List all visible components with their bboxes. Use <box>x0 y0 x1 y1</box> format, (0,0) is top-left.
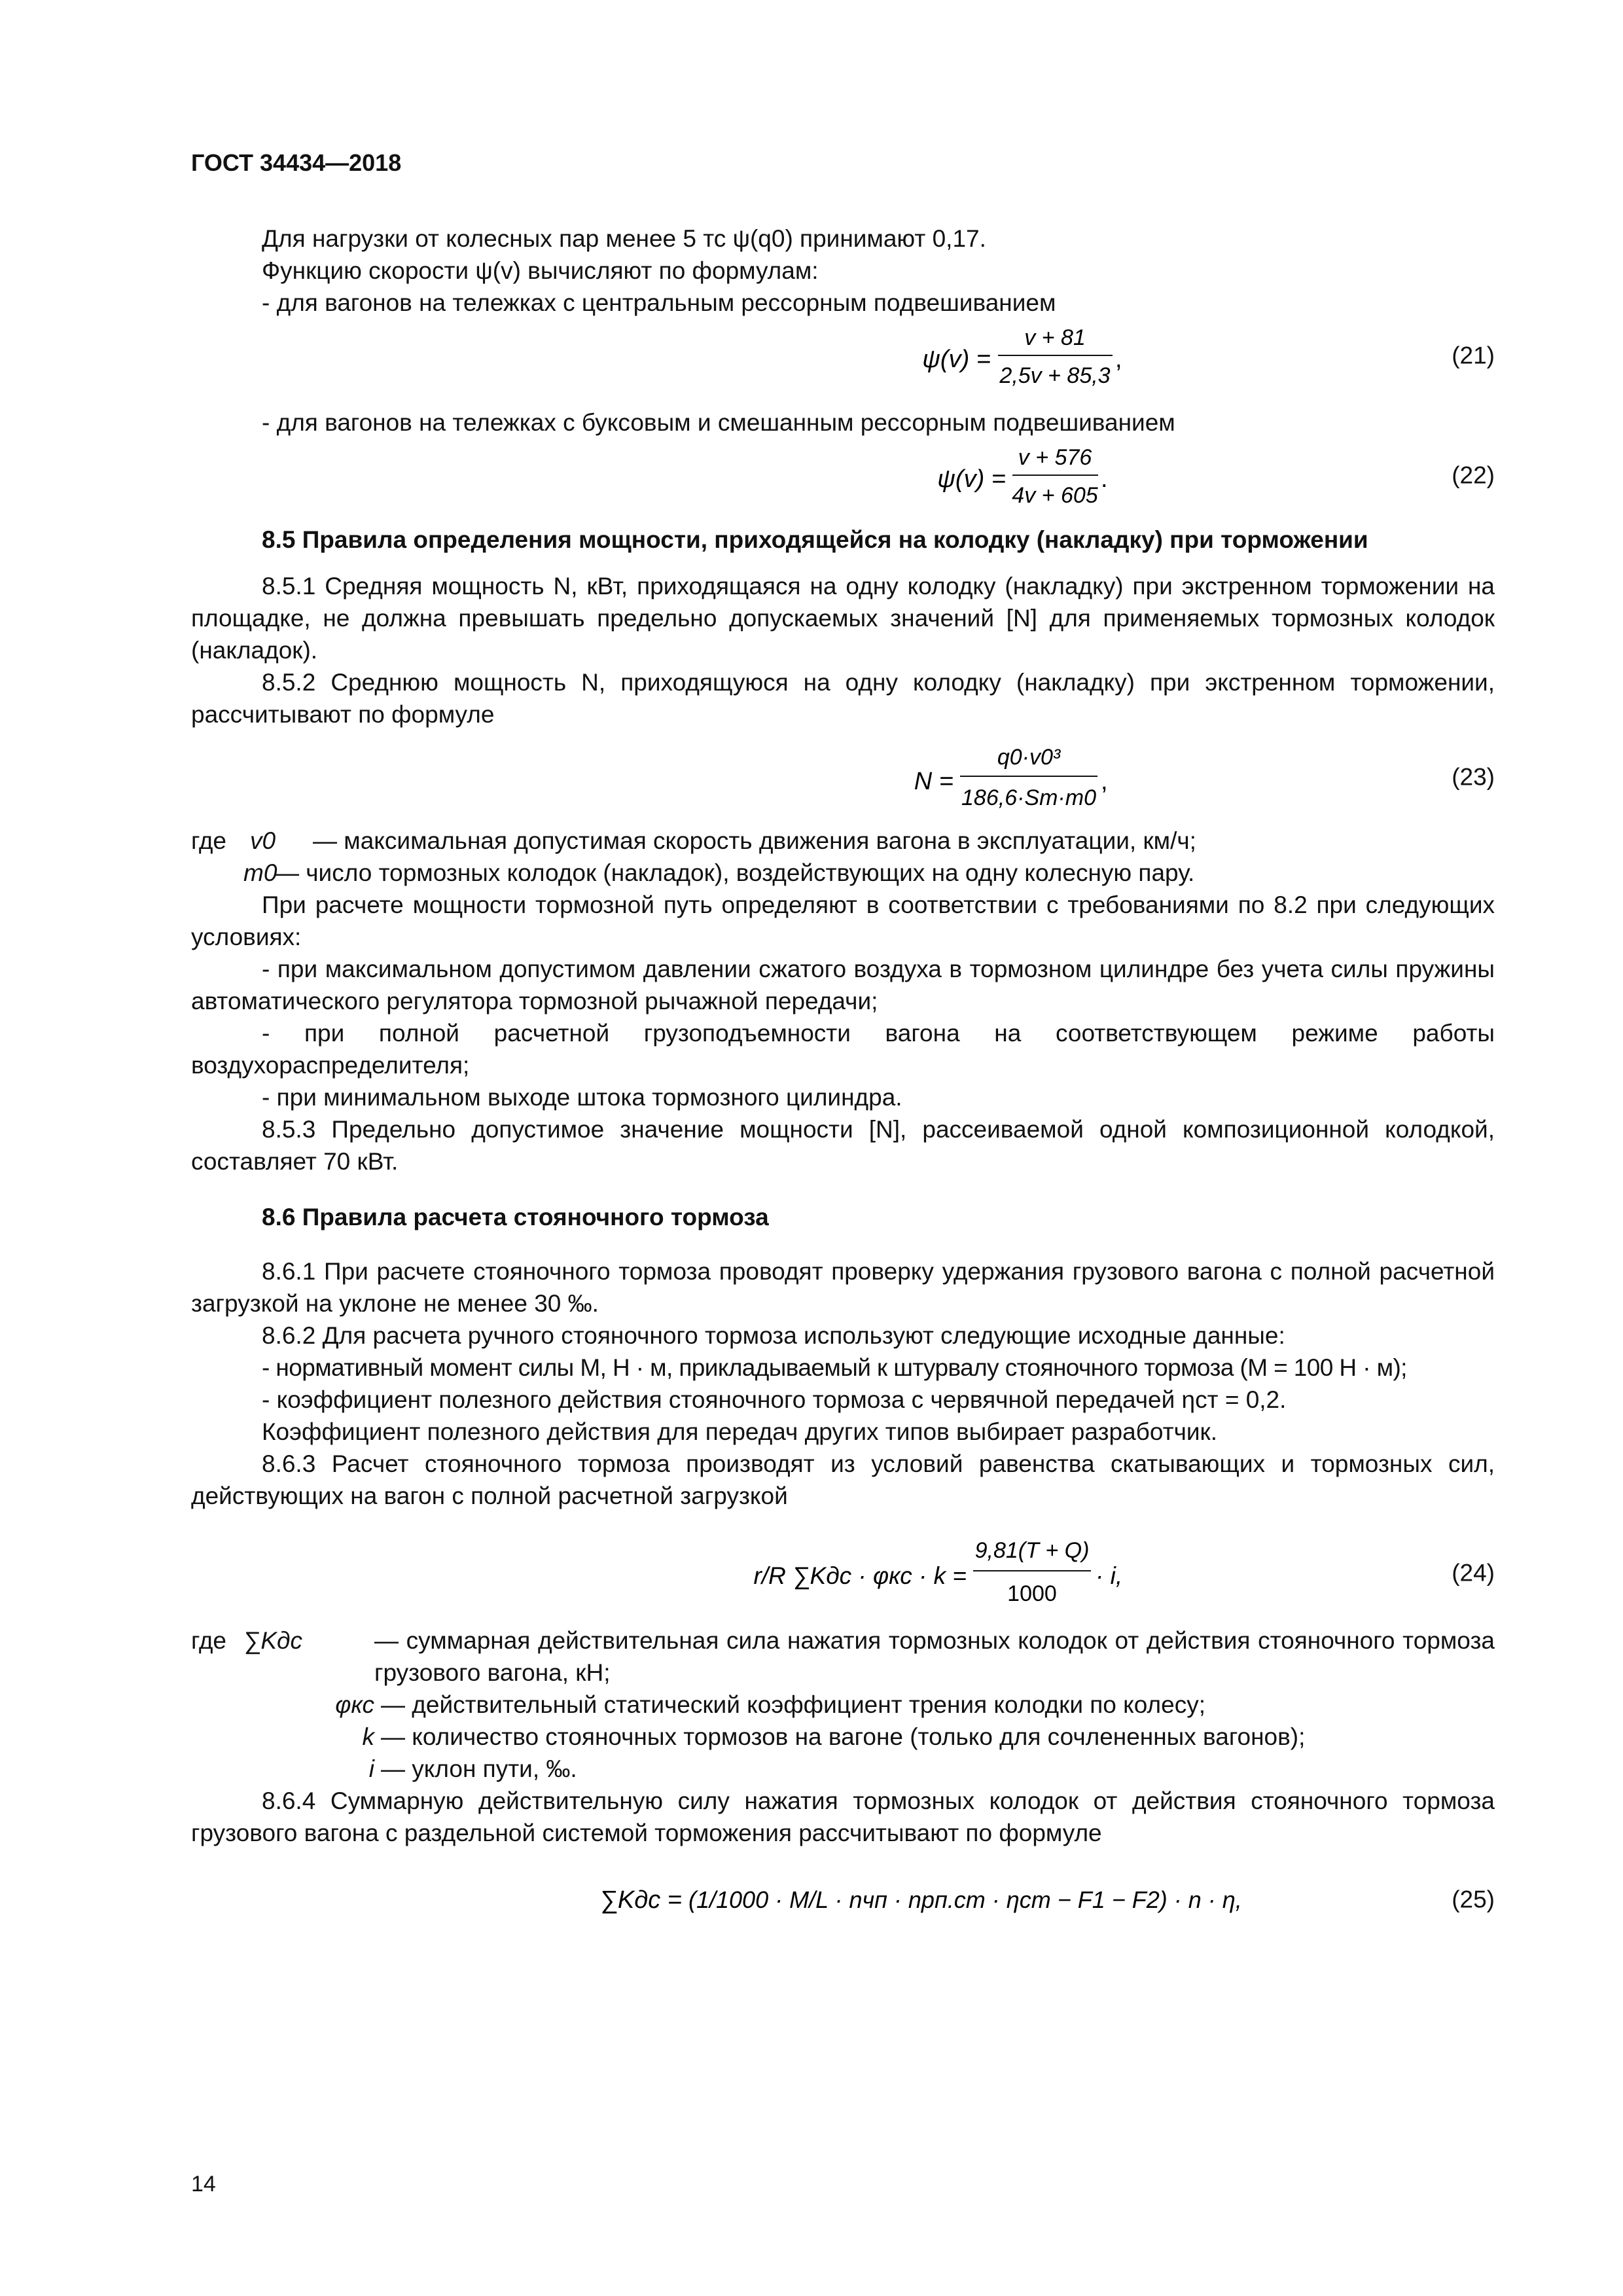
where-k <box>191 1721 1495 1753</box>
page-content <box>191 223 1495 1942</box>
page-number: 14 <box>191 2172 216 2197</box>
section-8-6-1: 8.6.1 При расчете стояночного тормоза проводят проверку удержания грузового вагона с полной расчетной загрузкой на уклоне не менее 30 ‰. <box>191 1258 1495 1317</box>
section-8-5-1: 8.5.1 Средняя мощность N, кВт, приходящаяся на одну колодку (накладку) при экстренном торможении на площадке, не должна превышать предельно допускаемых значений [N] для применяемых тормозных колодок (накладок). <box>191 573 1495 664</box>
intro-line-4: - для вагонов на тележках с буксовым и смешанным рессорным подвешиванием <box>262 409 1175 436</box>
formula-21 <box>191 319 1495 392</box>
where-k-symbol: k <box>362 1723 374 1750</box>
where-sum-kds-symbol: ∑Kдс <box>243 1627 303 1654</box>
formula-24-expression <box>191 1528 1495 1618</box>
where-v0-symbol: v0 <box>250 827 276 854</box>
formula-22-denominator: 4v + 605 <box>1012 483 1098 508</box>
intro-line-2: Функцию скорости ψ(v) вычисляют по формулам: <box>262 257 819 284</box>
formula-23-expression <box>191 734 1495 819</box>
where-i-symbol: i <box>368 1755 374 1782</box>
formula-21-numerator: v + 81 <box>1024 325 1086 350</box>
where-v0-text: — максимальная допустимая скорость движения вагона в эксплуатации, км/ч; <box>313 827 1196 854</box>
formula-21-denominator: 2,5v + 85,3 <box>999 363 1111 388</box>
where-sum-kds <box>191 1624 1495 1689</box>
intro-line-3: - для вагонов на тележках с центральным рессорным подвешиванием <box>262 289 1056 316</box>
formula-23-tail: , <box>1101 768 1108 795</box>
document-header: ГОСТ 34434—2018 <box>191 149 402 176</box>
formula-22-tail: . <box>1101 465 1108 493</box>
condition-1: - при максимальном допустимом давлении сжатого воздуха в тормозном цилиндре без учета силы пружины автоматического регулятора тормозной рычажной передачи; <box>191 956 1495 1014</box>
section-8-5-2: 8.5.2 Среднюю мощность N, приходящуюся на одну колодку (накладку) при экстренном торможении, рассчитывают по формуле <box>191 669 1495 728</box>
formula-23-number: (23) <box>1452 763 1495 791</box>
section-8-5-conditions-intro: При расчете мощности тормозной путь определяют в соответствии с требованиями по 8.2 при следующих условиях: <box>191 891 1495 950</box>
formula-24 <box>191 1528 1495 1618</box>
where-v0 <box>191 825 1495 857</box>
condition-2: - при полной расчетной грузоподъемности вагона на соответствующем режиме работы воздухораспределителя; <box>191 1020 1495 1079</box>
intro-line-1: Для нагрузки от колесных пар менее 5 тс ψ(q0) принимают 0,17. <box>262 225 986 252</box>
formula-25-expression <box>191 1857 1495 1942</box>
where-word-2: где <box>191 1627 227 1654</box>
initial-data-1: - нормативный момент силы M, Н · м, прикладываемый к штурвалу стояночного тормоза (M = 100 Н · м); <box>262 1354 1407 1381</box>
formula-23-numerator: q0·v0³ <box>997 745 1061 770</box>
formula-23 <box>191 734 1495 819</box>
formula-22-expression <box>191 439 1495 512</box>
formula-21-tail: , <box>1115 346 1122 373</box>
formula-23-lhs: N = <box>914 768 954 795</box>
formula-24-lhs: r/R ∑Kдс · φкс · k = <box>753 1562 967 1589</box>
formula-21-lhs: ψ(v) = <box>922 346 991 373</box>
condition-3: - при минимальном выходе штока тормозного цилиндра. <box>262 1084 902 1111</box>
section-8-5-3: 8.5.3 Предельно допустимое значение мощности [N], рассеиваемой одной композиционной колодкой, составляет 70 кВт. <box>191 1116 1495 1175</box>
formula-25-number: (25) <box>1452 1886 1495 1913</box>
formula-25-lhs: ∑Kдс = <box>599 1886 682 1914</box>
where-phi-ks-symbol: φкс <box>335 1691 374 1718</box>
where-phi-ks-text: — действительный статический коэффициент трения колодки по колесу; <box>381 1691 1205 1718</box>
where-m0-symbol: m0 <box>243 859 277 886</box>
where-m0-text: — число тормозных колодок (накладок), воздействующих на одну колесную пару. <box>275 859 1195 886</box>
section-8-6-2: 8.6.2 Для расчета ручного стояночного тормоза используют следующие исходные данные: <box>262 1322 1285 1349</box>
where-i-text: — уклон пути, ‰. <box>381 1755 577 1782</box>
where-m0 <box>191 857 1495 889</box>
formula-24-denominator: 1000 <box>1007 1581 1057 1606</box>
initial-data-3: Коэффициент полезного действия для передач других типов выбирает разработчик. <box>262 1418 1217 1445</box>
where-phi-ks <box>191 1689 1495 1721</box>
section-8-5-title: 8.5 Правила определения мощности, приходящейся на колодку (накладку) при торможении <box>262 526 1368 553</box>
formula-21-expression <box>191 319 1495 392</box>
formula-22-numerator: v + 576 <box>1018 445 1092 470</box>
formula-25 <box>191 1857 1495 1942</box>
where-k-text: — количество стояночных тормозов на вагоне (только для сочлененных вагонов); <box>381 1723 1306 1750</box>
formula-24-tail: · i, <box>1096 1562 1123 1589</box>
section-8-6-3: 8.6.3 Расчет стояночного тормоза производят из условий равенства скатывающих и тормозных сил, действующих на вагон с полной расчетной загрузкой <box>191 1450 1495 1509</box>
section-8-6-4: 8.6.4 Суммарную действительную силу нажатия тормозных колодок от действия стояночного тормоза грузового вагона с раздельной системой торможения рассчитывают по формуле <box>191 1787 1495 1846</box>
formula-22-lhs: ψ(v) = <box>937 465 1006 493</box>
formula-23-denominator: 186,6·Sт·m0 <box>961 785 1096 810</box>
where-sum-kds-text: — суммарная действительная сила нажатия тормозных колодок от действия стояночного тормоза грузового вагона, кН; <box>374 1627 1495 1686</box>
formula-24-numerator: 9,81(T + Q) <box>974 1538 1090 1563</box>
where-word: где <box>191 827 227 854</box>
section-8-6-title: 8.6 Правила расчета стояночного тормоза <box>262 1204 769 1230</box>
initial-data-2: - коэффициент полезного действия стояночного тормоза с червячной передачей ηст = 0,2. <box>262 1386 1287 1413</box>
formula-22-number: (22) <box>1452 461 1495 489</box>
where-i <box>191 1753 1495 1785</box>
formula-25-body: (1/1000 · M/L · nчп · nрп.ст · ηст − F1 − F2) · n · η, <box>688 1886 1242 1913</box>
formula-21-number: (21) <box>1452 342 1495 369</box>
formula-24-number: (24) <box>1452 1559 1495 1587</box>
formula-22 <box>191 439 1495 512</box>
